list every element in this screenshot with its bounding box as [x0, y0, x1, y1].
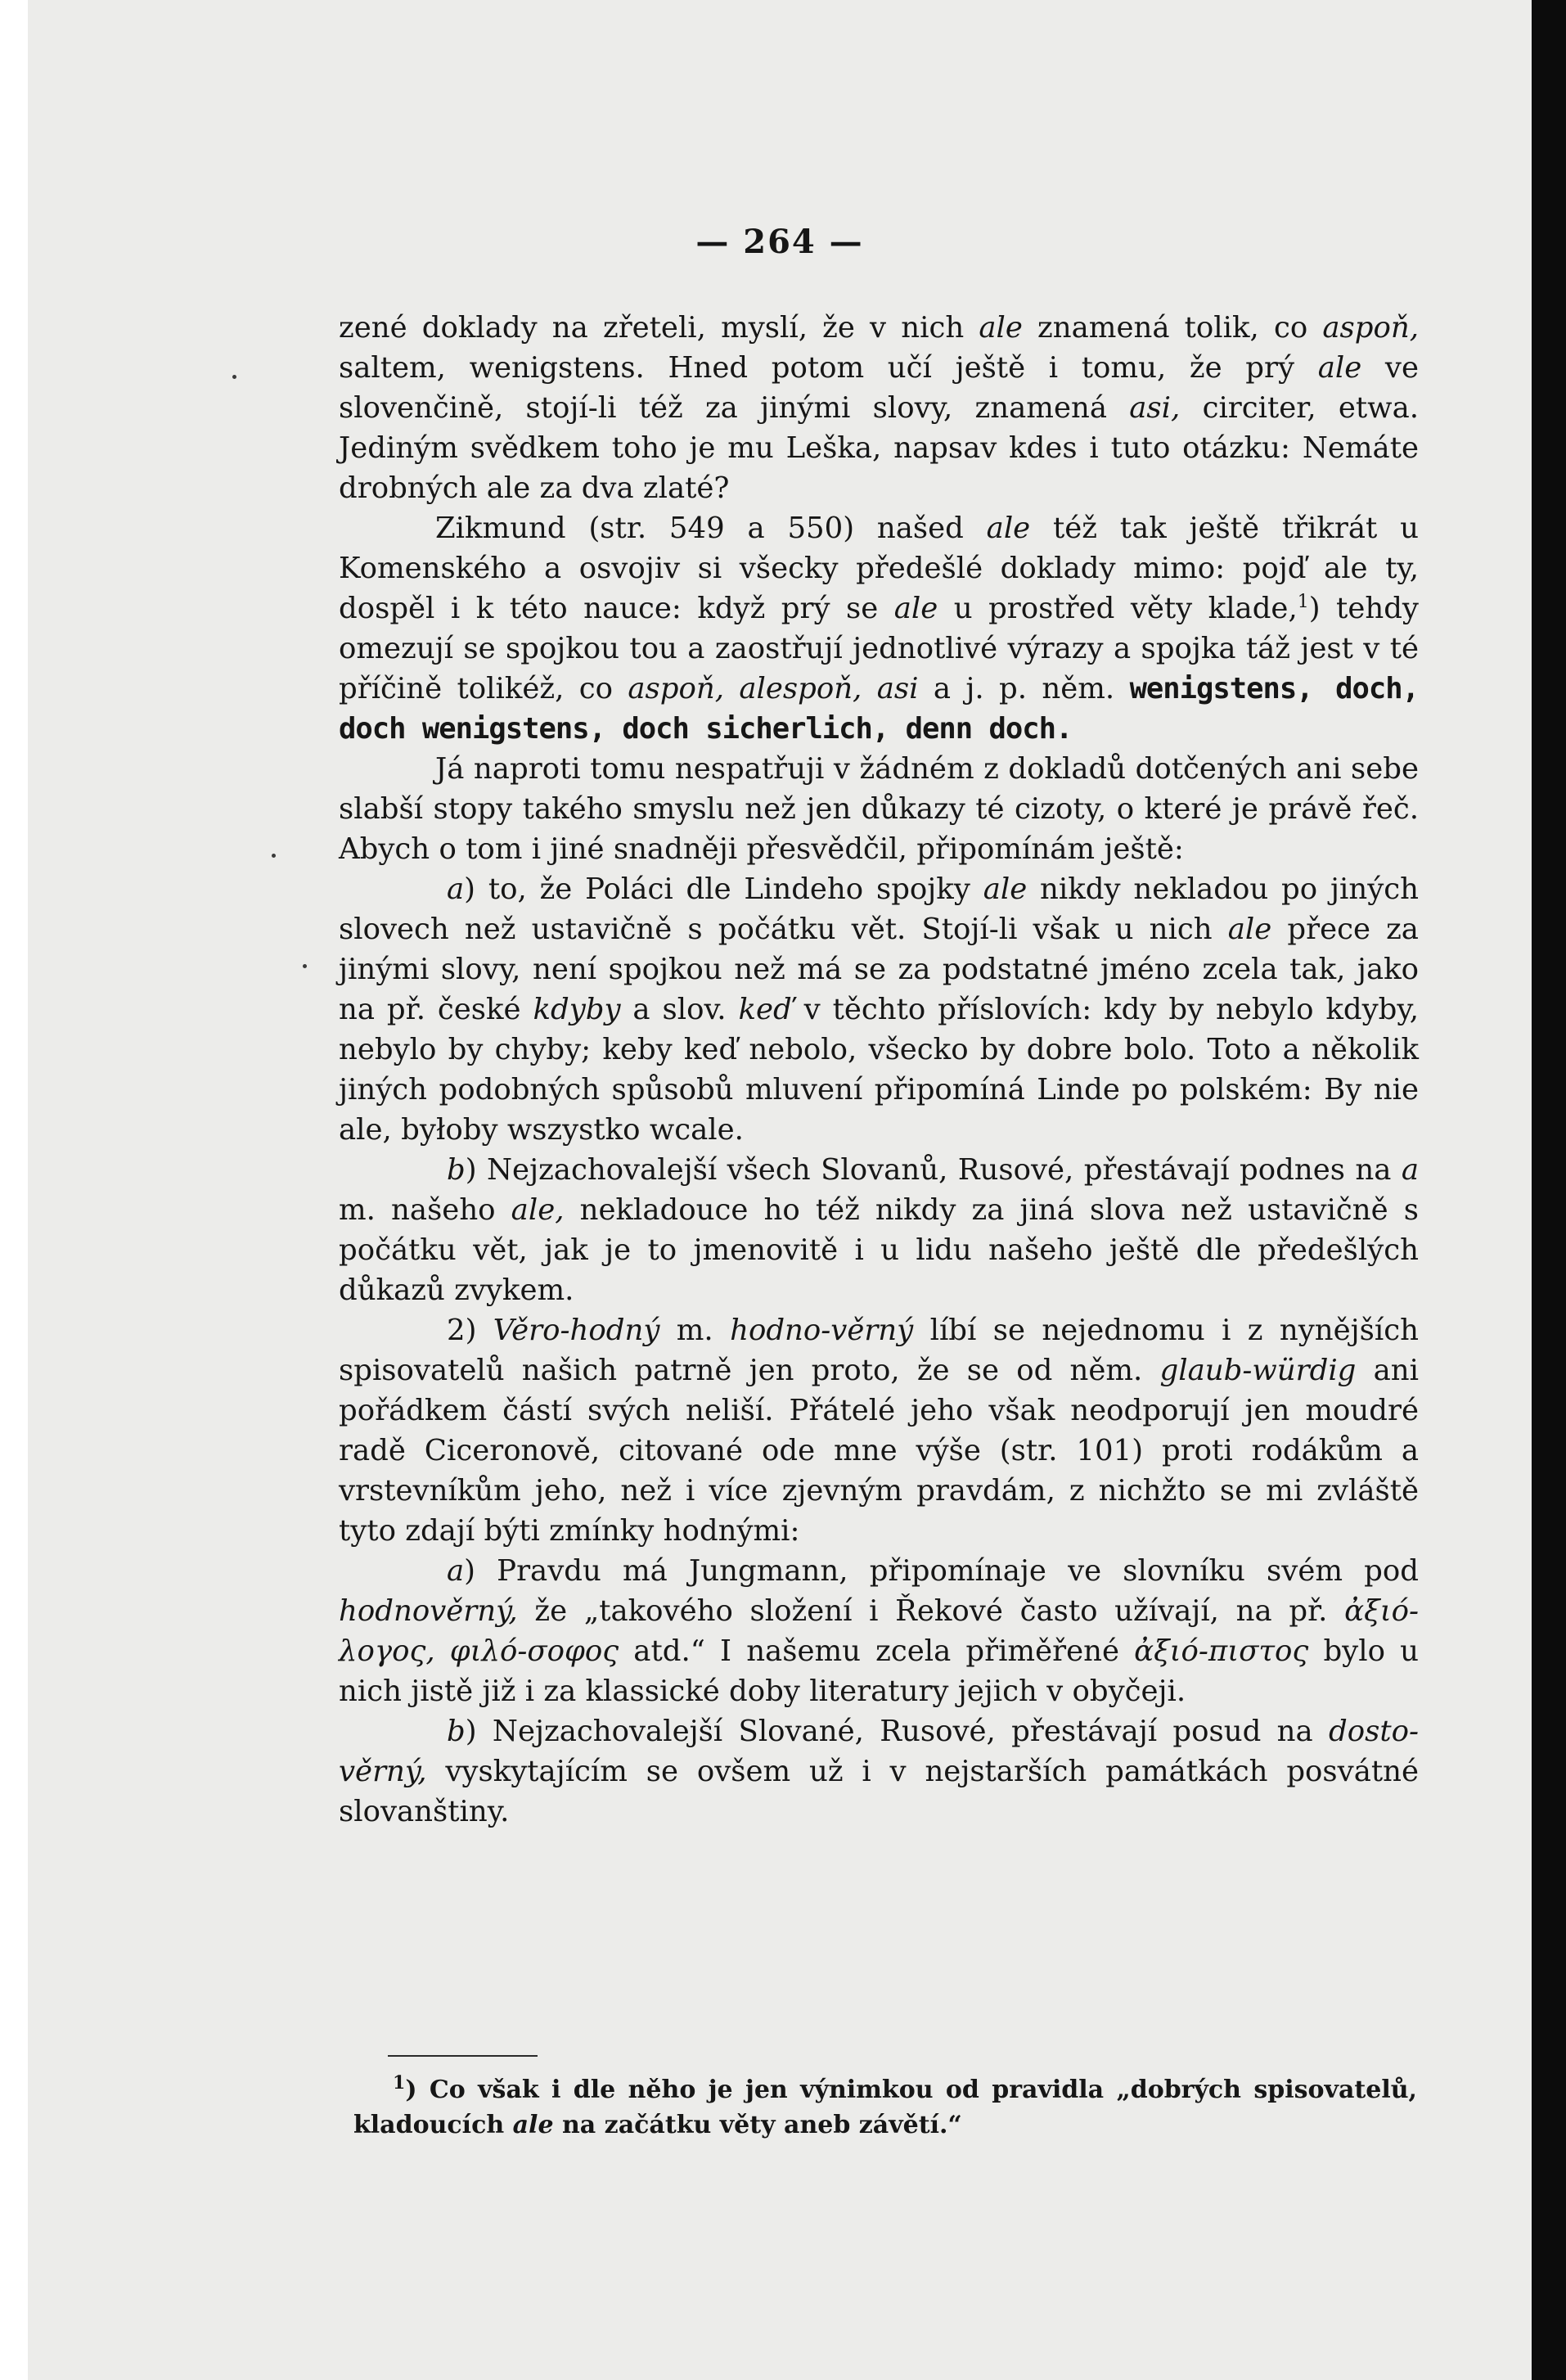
scan-speck — [303, 964, 307, 968]
italic-term: dosto-věrný, — [339, 1715, 1419, 1788]
italic-term: b — [447, 1153, 466, 1187]
footnote-reference: 1 — [1297, 592, 1309, 613]
paragraph — [339, 308, 1419, 508]
text-run: m. — [659, 1314, 731, 1347]
scan-speck — [232, 375, 236, 379]
paragraph — [339, 1551, 1419, 1711]
italic-term: ale, — [511, 1193, 565, 1227]
text-run: že „takového složení i Řekové často užívají, na př. — [517, 1594, 1345, 1628]
italic-term: hodno-věrný — [730, 1314, 914, 1347]
text-run: ani pořádkem částí svých neliší. Přátelé jeho však neodporují jen moudré radě Ciceronově, citované ode mne výše (str. 101) proti rodákům a vrstevníkům jeho, než i více zjevným pravdám, z nichžto se mi zvláště tyto zdají býti zmínky hodnými: — [339, 1354, 1419, 1548]
italic-term: ale — [979, 311, 1023, 345]
paragraph — [339, 1711, 1419, 1832]
text-run: m. našeho — [339, 1193, 511, 1227]
italic-term: ale — [893, 592, 938, 625]
body-text — [339, 308, 1419, 1832]
text-run: Já naproti tomu nespatřuji v žádném z dokladů dotčených ani sebe slabší stopy takého smyslu než jen důkazy té cizoty, o které je právě řeč. Abych o tom i jiné snadněji přesvědčil, připomínám ještě: — [339, 752, 1419, 866]
text-run: na začátku věty aneb závětí.“ — [553, 2111, 962, 2139]
text-run: ) Co však i dle něho je jen výnimkou od pravidla „dobrých spisovatelů, kladoucích — [353, 2076, 1417, 2139]
italic-term: ale — [1317, 351, 1362, 385]
italic-term: ἀξιό-πιστος — [1134, 1634, 1309, 1668]
text-run: ) tehdy omezují se spojkou tou a zaostřují jednotlivé výrazy a spojka táž jest v té příčině tolikéž, co — [339, 592, 1419, 705]
book-page — [28, 0, 1532, 2380]
text-run: a slov. — [620, 993, 739, 1026]
page-number: — 264 — — [695, 223, 864, 261]
footnote-divider — [388, 2055, 538, 2057]
paragraph — [339, 1310, 1419, 1551]
text-run: líbí se nejednomu i z nynějších spisovatelů našich patrně jen proto, že se od něm. — [339, 1314, 1419, 1387]
italic-term: ale — [512, 2111, 554, 2139]
italic-term: ἀξιό-λογος, φιλό-σοφος — [339, 1594, 1419, 1668]
paragraph — [339, 508, 1419, 749]
italic-term: aspoň, — [1322, 311, 1419, 345]
text-run: saltem, wenigstens. Hned potom učí ještě i tomu, že prý — [339, 351, 1318, 385]
fraktur-text: wenigstens, doch, doch wenigstens, doch sicherlich, denn doch. — [339, 672, 1419, 746]
text-run: vyskytajícím se ovšem už i v nejstarších památkách posvátné slovanštiny. — [339, 1755, 1419, 1828]
italic-term: aspoň, alespoň, asi — [628, 672, 919, 705]
italic-term: a — [447, 1554, 465, 1588]
text-run: ) to, že Poláci dle Lindeho spojky — [464, 872, 983, 906]
text-run: znamená tolik, co — [1022, 311, 1323, 345]
text-run: zené doklady na zřeteli, myslí, že v nich — [339, 311, 979, 345]
italic-term: a — [1401, 1153, 1419, 1187]
italic-term: asi, — [1129, 391, 1181, 425]
text-run: 2) — [447, 1314, 493, 1347]
text-run: nikdy nekladou po jiných slovech než ustavičně s počátku vět. Stojí-li však u nich — [339, 872, 1419, 946]
italic-term: a — [447, 872, 465, 906]
italic-term: ale — [986, 512, 1031, 545]
italic-term: ale — [1227, 913, 1272, 946]
text-run: ) Pravdu má Jungmann, připomínaje ve slovníku svém pod — [464, 1554, 1419, 1588]
italic-term: hodnověrný, — [339, 1594, 518, 1628]
text-run: bylo u nich jistě již i za klassické doby literatury jejich v obyčeji. — [339, 1634, 1419, 1708]
text-run: atd.“ I našemu zcela přiměřené — [619, 1634, 1135, 1668]
text-run: nekladouce ho též nikdy za jiná slova než ustavičně s počátku vět, jak je to jmenovitě i u lidu našeho ještě dle předešlých důkazů zvykem. — [339, 1193, 1419, 1307]
footnote — [353, 2072, 1417, 2143]
text-run: ) Nejzachovalejší Slované, Rusové, přestávají posud na — [465, 1715, 1330, 1748]
text-run: ve slovenčině, stojí-li též za jinými slovy, znamená — [339, 351, 1419, 425]
paragraph — [339, 1150, 1419, 1310]
text-run: Zikmund (str. 549 a 550) našed — [435, 512, 987, 545]
text-run: v těchto příslovích: kdy by nebylo kdyby, nebylo by chyby; keby keď nebolo, všecko by dobre bolo. Toto a několik jiných podobných spůsobů mluvení připomíná Linde po polském: By nie ale, byłoby wszystko wcale. — [339, 993, 1419, 1147]
text-run: circiter, etwa. Jediným svědkem toho je mu Leška, napsav kdes i tuto otázku: Nemáte drobných ale za dva zlaté? — [339, 391, 1420, 505]
italic-term: keď — [738, 993, 792, 1026]
paragraph — [339, 749, 1419, 869]
text-run: ) Nejzachovalejší všech Slovanů, Rusové, přestávají podnes na — [465, 1153, 1402, 1187]
scan-edge-shadow — [1532, 0, 1566, 2380]
italic-term: kdyby — [533, 993, 621, 1026]
text-run: přece za jinými slovy, není spojkou než má se za podstatné jméno zcela tak, jako na př. české — [339, 913, 1419, 1026]
scan-speck — [272, 854, 276, 858]
italic-term: Věro-hodný — [493, 1314, 660, 1347]
text-run: též tak ještě třikrát u Komenského a osvojiv si všecky předešlé doklady mimo: pojď ale ty, dospěl i k této nauce: když prý se — [339, 512, 1419, 625]
text-run: a j. p. něm. — [918, 672, 1130, 705]
text-run: u prostřed věty klade, — [938, 592, 1298, 625]
italic-term: glaub-würdig — [1159, 1354, 1357, 1387]
footnote-mark: 1 — [393, 2072, 406, 2094]
footnote-paragraph — [353, 2072, 1417, 2143]
italic-term: ale — [983, 872, 1028, 906]
paragraph — [339, 869, 1419, 1150]
italic-term: b — [447, 1715, 466, 1748]
